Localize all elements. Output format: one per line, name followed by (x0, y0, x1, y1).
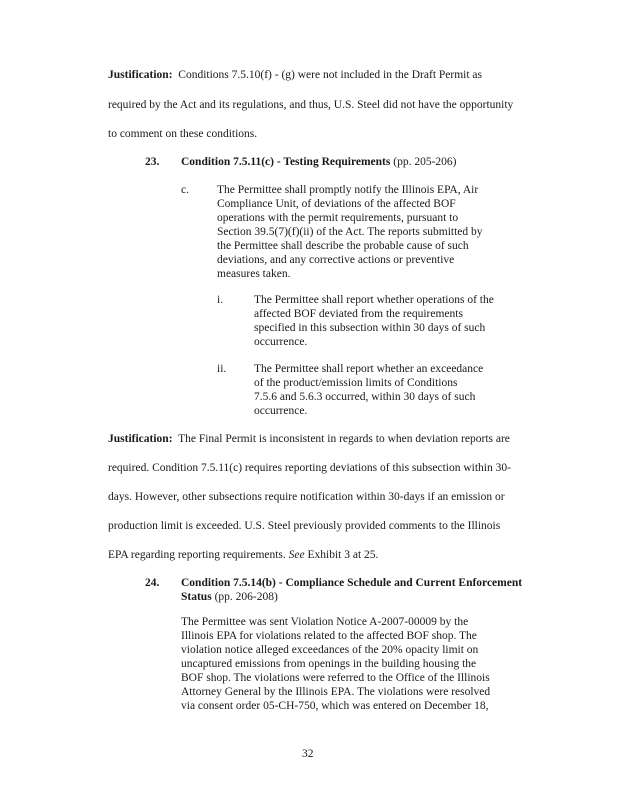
quote-line: via consent order 05-CH-750, which was entered on December 18, (181, 700, 489, 712)
quote-line: 7.5.6 and 5.6.3 occurred, within 30 days of such (254, 391, 476, 403)
subsection-label: i. (217, 294, 224, 306)
condition-title: Condition 7.5.11(c) - Testing Requirements (181, 156, 391, 168)
justification-label: Justification: (108, 433, 173, 445)
quote-line: affected BOF deviated from the requirements (254, 308, 463, 320)
quote-line: Section 39.5(7)(f)(ii) of the Act. The reports submitted by (217, 226, 483, 238)
quote-line: occurrence. (254, 336, 308, 348)
justification-line: days. However, other subsections require notification within 30-days if an emission or (108, 491, 505, 503)
quote-line: the Permittee shall describe the probable cause of such (217, 240, 469, 252)
see-signal: See (288, 549, 305, 561)
justification-line: to comment on these conditions. (108, 128, 258, 140)
condition-title: Condition 7.5.14(b) - Compliance Schedule and Current Enforcement (181, 577, 523, 589)
exhibit-ref: Exhibit 3 at 25. (304, 549, 379, 561)
quote-line: of the product/emission limits of Conditions (254, 377, 458, 389)
justification-line: required. Condition 7.5.11(c) requires reporting deviations of this subsection within 30- (108, 462, 511, 474)
page-number: 32 (302, 748, 314, 760)
justification-line: required by the Act and its regulations, and thus, U.S. Steel did not have the opportunity (108, 99, 514, 111)
justification-text: Conditions 7.5.10(f) - (g) were not included in the Draft Permit as (178, 69, 483, 81)
quote-line: operations with the permit requirements, pursuant to (217, 212, 459, 224)
justification-paragraph-1 (108, 68, 482, 82)
quote-line: The Permittee shall report whether operations of the (254, 294, 494, 306)
justification-paragraph-2 (108, 432, 510, 446)
item-number: 24. (145, 577, 160, 589)
justification-line: production limit is exceeded. U.S. Steel previously provided comments to the Illinois (108, 520, 501, 532)
justification-text: The Final Permit is inconsistent in regards to when deviation reports are (178, 433, 510, 445)
quote-line: BOF shop. The violations were referred to the Office of the Illinois (181, 672, 490, 684)
quote-line: occurrence. (254, 405, 308, 417)
subsection-label: c. (181, 184, 189, 196)
item-heading (181, 590, 278, 604)
quote-line: specified in this subsection within 30 days of such (254, 322, 486, 334)
quote-line: The Permittee was sent Violation Notice A-2007-00009 by the (181, 616, 469, 628)
quote-line: The Permittee shall report whether an exceedance (254, 363, 484, 375)
subsection-label: ii. (217, 363, 227, 375)
quote-line: Illinois EPA for violations related to the affected BOF shop. The (181, 630, 477, 642)
quote-line: measures taken. (217, 268, 291, 280)
justification-text: EPA regarding reporting requirements. (108, 549, 289, 561)
quote-line: deviations, and any corrective actions or preventive (217, 254, 455, 266)
justification-line (108, 548, 378, 562)
page-ref: (pp. 205-206) (390, 156, 457, 168)
condition-title: Status (181, 591, 212, 603)
quote-line: Attorney General by the Illinois EPA. The violations were resolved (181, 686, 491, 698)
quote-line: uncaptured emissions from openings in the building housing the (181, 658, 477, 670)
item-heading (181, 155, 456, 169)
item-number: 23. (145, 156, 160, 168)
justification-label: Justification: (108, 69, 173, 81)
quote-line: violation notice alleged exceedances of the 20% opacity limit on (181, 644, 479, 656)
page-ref: (pp. 206-208) (211, 591, 278, 603)
quote-line: Compliance Unit, of deviations of the affected BOF (217, 198, 456, 210)
quote-line: The Permittee shall promptly notify the Illinois EPA, Air (217, 184, 479, 196)
